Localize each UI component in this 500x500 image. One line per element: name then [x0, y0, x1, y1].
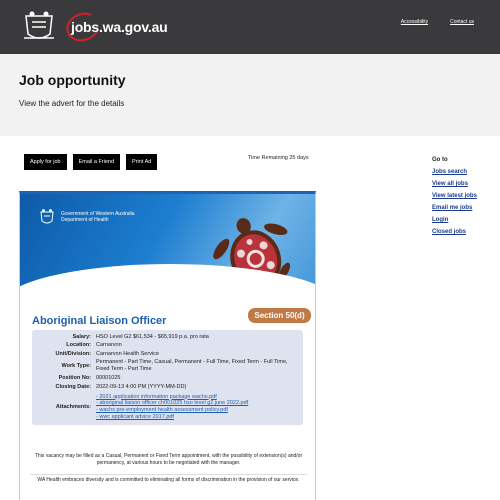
wa-crest-icon[interactable]	[22, 10, 56, 42]
vacancy-note: This vacancy may be filled as a Casual, Permanent or Fixed Term appointment, with the possibility of extension(s) and/or permanency, at various hours to be negotiated with the manager.	[34, 453, 303, 466]
sidebar-link-login[interactable]: Login	[432, 217, 449, 223]
detail-value: Carnarvon	[96, 342, 122, 349]
section-tag: Section 50(d)	[248, 308, 311, 323]
contact-us-link[interactable]: Contact us	[450, 19, 474, 25]
gov-line-1: Government of Western Australia	[61, 210, 135, 217]
detail-key: Unit/Division:	[55, 350, 91, 357]
job-title: Aboriginal Liaison Officer	[32, 315, 167, 327]
detail-row-closing-date	[36, 384, 299, 391]
gov-wa-health-logo	[38, 208, 135, 226]
gov-line-2: Department of Health	[61, 217, 109, 223]
accessibility-link[interactable]: Accessibility	[400, 19, 429, 25]
print-ad-button[interactable]: Print Ad	[126, 154, 157, 170]
detail-row-work-type	[36, 359, 299, 373]
gov-crest-icon	[38, 208, 56, 226]
site-header	[0, 0, 500, 54]
detail-key: Salary:	[72, 333, 91, 340]
sidebar-link-closed-jobs[interactable]: Closed jobs	[432, 229, 467, 235]
detail-key: Position No:	[58, 374, 91, 381]
detail-row-location	[36, 342, 299, 349]
sidebar-title: Go to	[432, 157, 448, 163]
attachment-link[interactable]: - aboriginal liaison officer ch001025 hso level g2 june 2022.pdf	[96, 400, 249, 407]
page-title: Job opportunity	[19, 72, 126, 88]
sidebar-link-jobs-search[interactable]: Jobs search	[432, 169, 468, 175]
detail-key: Attachments:	[55, 403, 91, 410]
divider	[30, 474, 307, 475]
detail-row-position-no	[36, 375, 299, 382]
detail-value: 2022-09-13 4:00 PM (YYYY-MM-DD)	[96, 383, 187, 390]
time-remaining: Time Remaining 25 days	[248, 155, 309, 161]
logo-text: jobs.wa.gov.au	[71, 19, 168, 35]
detail-row-salary	[36, 334, 299, 341]
action-buttons	[24, 154, 157, 170]
attachment-link[interactable]: - wwc applicant advice 2017.pdf	[96, 413, 174, 420]
goto-sidebar	[432, 157, 477, 241]
attachment-link[interactable]: - 2021 application information package wachs.pdf	[96, 393, 217, 400]
detail-key: Location:	[66, 342, 91, 349]
attachment-link[interactable]: - wachs pre-employment health assessment policy.pdf	[96, 407, 228, 414]
detail-row-attachments	[36, 394, 299, 421]
detail-value: Permanent - Part Time, Casual, Permanent - Full Time, Fixed Term - Full Time, Fixed Term - Part Time	[96, 359, 288, 373]
advert-banner	[20, 194, 316, 304]
diversity-note: WA Health embraces diversity and is committed to eliminating all forms of discrimination in the provision of our service.	[37, 477, 300, 483]
detail-key: Closing Date:	[55, 383, 91, 390]
page-subtitle: View the advert for the details	[19, 99, 125, 108]
detail-value: Carnarvon Health Service	[96, 350, 159, 357]
detail-key: Work Type:	[61, 362, 91, 369]
detail-value: HSO Level G2 $61,534 - $65,919 p.a. pro rata	[96, 333, 209, 340]
email-a-friend-button[interactable]: Email a Friend	[73, 154, 120, 170]
page-hero	[0, 54, 500, 136]
sidebar-link-view-all-jobs[interactable]: View all jobs	[432, 181, 468, 187]
detail-row-unit	[36, 351, 299, 358]
job-advert	[19, 191, 316, 500]
sidebar-link-view-latest-jobs[interactable]: View latest jobs	[432, 193, 477, 199]
apply-for-job-button[interactable]: Apply for job	[24, 154, 67, 170]
sidebar-link-email-me-jobs[interactable]: Email me jobs	[432, 205, 473, 211]
jobs-wa-logo[interactable]	[66, 13, 168, 41]
job-details-table	[32, 330, 303, 425]
detail-value: 00001025	[96, 374, 121, 381]
